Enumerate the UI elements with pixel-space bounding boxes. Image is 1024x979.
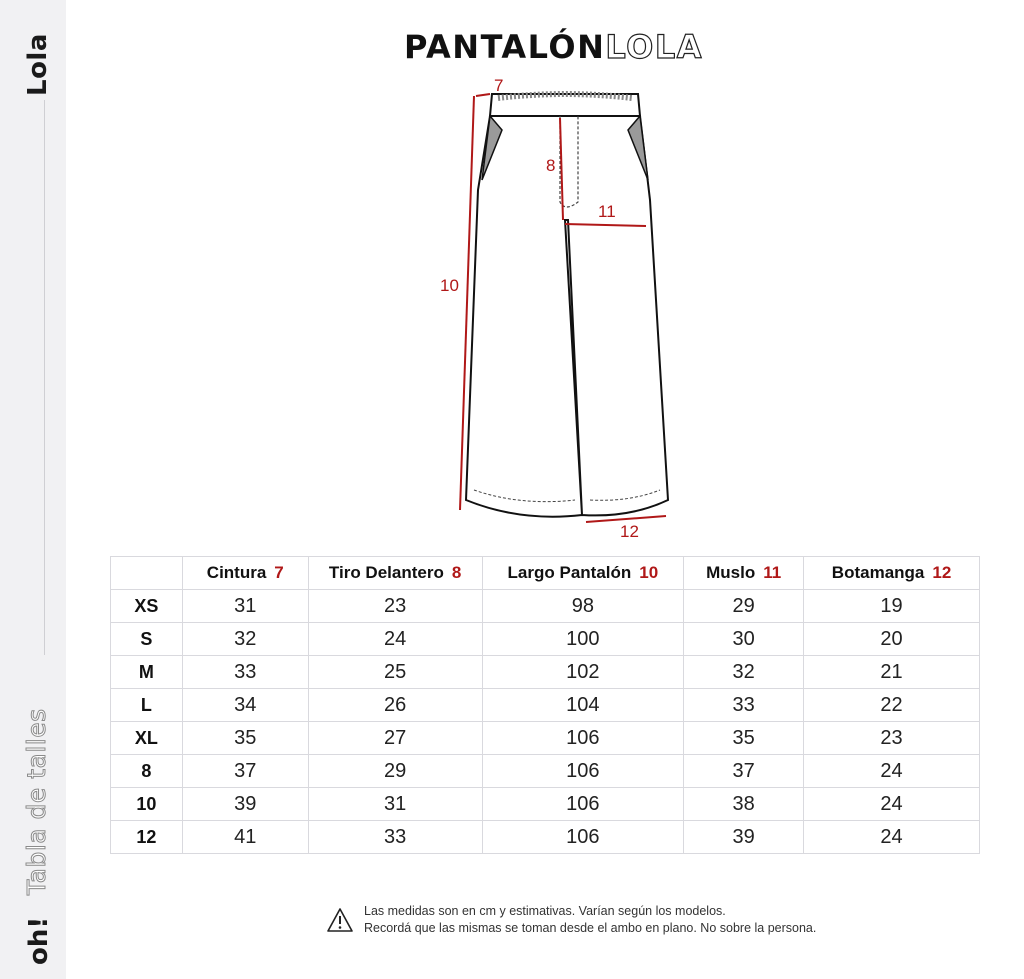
size-label: L	[111, 689, 183, 722]
pants-diagram	[420, 70, 690, 541]
measurement-cell: 39	[182, 788, 308, 821]
title-outline: LOLA	[605, 28, 704, 66]
measurement-cell: 20	[804, 623, 980, 656]
measurement-cell: 24	[804, 788, 980, 821]
table-row	[111, 755, 980, 788]
table-row	[111, 689, 980, 722]
measurement-cell: 31	[308, 788, 482, 821]
measurement-cell: 106	[482, 755, 684, 788]
measurement-cell: 104	[482, 689, 684, 722]
measurement-cell: 102	[482, 656, 684, 689]
table-row	[111, 821, 980, 854]
label-hem: 12	[620, 522, 639, 541]
size-label: 10	[111, 788, 183, 821]
size-label: S	[111, 623, 183, 656]
measurement-cell: 106	[482, 821, 684, 854]
measurement-cell: 37	[182, 755, 308, 788]
measurement-cell: 26	[308, 689, 482, 722]
measurement-cell: 27	[308, 722, 482, 755]
measurement-cell: 32	[684, 656, 804, 689]
label-waist: 7	[494, 76, 504, 95]
measurement-cell: 23	[804, 722, 980, 755]
col-header-length: Largo Pantalón 10	[482, 557, 684, 590]
measurement-cell: 19	[804, 590, 980, 623]
warning-icon	[326, 907, 354, 933]
label-thigh: 11	[598, 202, 616, 221]
title-main: PANTALÓN	[404, 28, 606, 66]
measurement-cell: 39	[684, 821, 804, 854]
table-row	[111, 788, 980, 821]
size-label: XS	[111, 590, 183, 623]
col-header-rise: Tiro Delantero 8	[308, 557, 482, 590]
size-label: XL	[111, 722, 183, 755]
note-line-1: Las medidas son en cm y estimativas. Varían según los modelos.	[364, 904, 726, 918]
table-row	[111, 590, 980, 623]
measurement-cell: 31	[182, 590, 308, 623]
measurement-cell: 100	[482, 623, 684, 656]
measurement-cell: 35	[684, 722, 804, 755]
measurement-cell: 29	[684, 590, 804, 623]
measurement-cell: 106	[482, 788, 684, 821]
measurement-cell: 25	[308, 656, 482, 689]
size-label: 8	[111, 755, 183, 788]
table-header-row	[111, 557, 980, 590]
measurement-cell: 35	[182, 722, 308, 755]
measurement-cell: 33	[182, 656, 308, 689]
measurement-cell: 21	[804, 656, 980, 689]
measurement-cell: 98	[482, 590, 684, 623]
sidebar-divider	[44, 100, 45, 655]
measurement-cell: 41	[182, 821, 308, 854]
corner-cell	[111, 557, 183, 590]
table-row	[111, 722, 980, 755]
page-title	[404, 28, 703, 66]
label-length: 10	[440, 276, 459, 295]
measurement-cell: 29	[308, 755, 482, 788]
disclaimer-note	[326, 903, 816, 937]
size-table	[110, 556, 980, 854]
measurement-cell: 34	[182, 689, 308, 722]
size-label: 12	[111, 821, 183, 854]
col-header-hem: Botamanga 12	[804, 557, 980, 590]
measurement-cell: 32	[182, 623, 308, 656]
measurement-cell: 33	[308, 821, 482, 854]
table-row	[111, 623, 980, 656]
measurement-cell: 106	[482, 722, 684, 755]
measurement-cell: 24	[804, 821, 980, 854]
measurement-cell: 22	[804, 689, 980, 722]
sidebar: Lola Tabla de talles oh!	[0, 0, 66, 979]
col-header-waist: Cintura 7	[182, 557, 308, 590]
measurement-cell: 24	[804, 755, 980, 788]
note-line-2: Recordá que las mismas se toman desde el ambo en plano. No sobre la persona.	[364, 921, 817, 935]
measurement-cell: 30	[684, 623, 804, 656]
size-label: M	[111, 656, 183, 689]
measurement-cell: 23	[308, 590, 482, 623]
measurement-cell: 24	[308, 623, 482, 656]
col-header-thigh: Muslo 11	[684, 557, 804, 590]
sidebar-title: Lola	[23, 33, 53, 96]
table-row	[111, 656, 980, 689]
measurement-cell: 33	[684, 689, 804, 722]
label-rise: 8	[546, 156, 556, 175]
pants-illustration	[420, 70, 690, 530]
measurement-cell: 37	[684, 755, 804, 788]
measurement-cell: 38	[684, 788, 804, 821]
